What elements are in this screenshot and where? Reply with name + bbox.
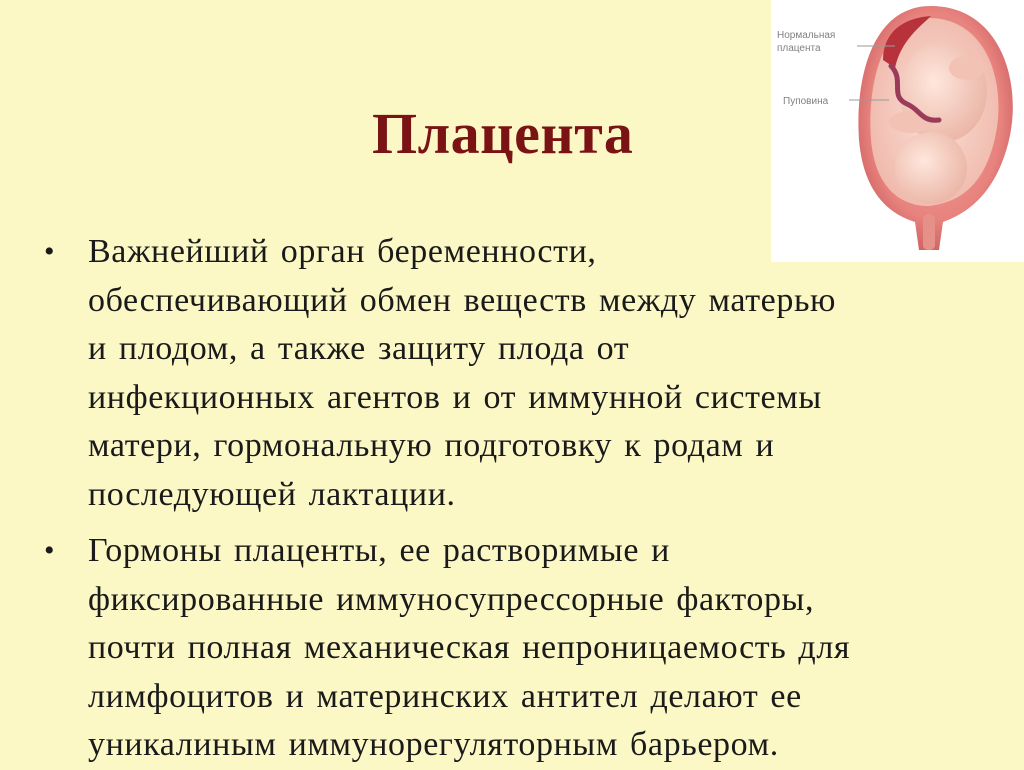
bullet-line: обеспечивающий обмен веществ между матерью (88, 281, 837, 319)
bullet-line: фиксированные иммуносупрессорные факторы, (88, 580, 815, 618)
placenta-label (777, 29, 835, 55)
bullet-line: матери, гормональную подготовку к родам и (88, 427, 775, 464)
bullet-line: почти полная механическая непроницаемость для (88, 629, 851, 666)
bullet-marker: • (44, 235, 56, 268)
bullet-list (40, 228, 980, 770)
umbilical-cord-label: Пуповина (783, 96, 829, 107)
bullet-line: Важнейший орган беременности, (88, 233, 597, 270)
placenta-illustration (771, 0, 1024, 262)
bullet-marker: • (44, 534, 56, 567)
bullet-line: последующей лактации. (88, 475, 456, 513)
bullet-item (40, 228, 980, 519)
bullet-item (40, 527, 980, 770)
placenta-label-line: плацента (777, 43, 821, 54)
bullet-line: уникалиным иммунорегуляторным барьером. (88, 726, 779, 763)
bullet-line: лимфоцитов и материнских антител делают ее (88, 677, 802, 715)
slide-title: Плацента (372, 101, 634, 166)
placenta-label-line: Нормальная (777, 30, 836, 41)
bullet-line: и плодом, а также защиту плода от (88, 330, 630, 367)
bullet-line: Гормоны плаценты, ее растворимые и (88, 532, 670, 569)
bullet-line: инфекционных агентов и от иммунной системы (88, 378, 822, 416)
